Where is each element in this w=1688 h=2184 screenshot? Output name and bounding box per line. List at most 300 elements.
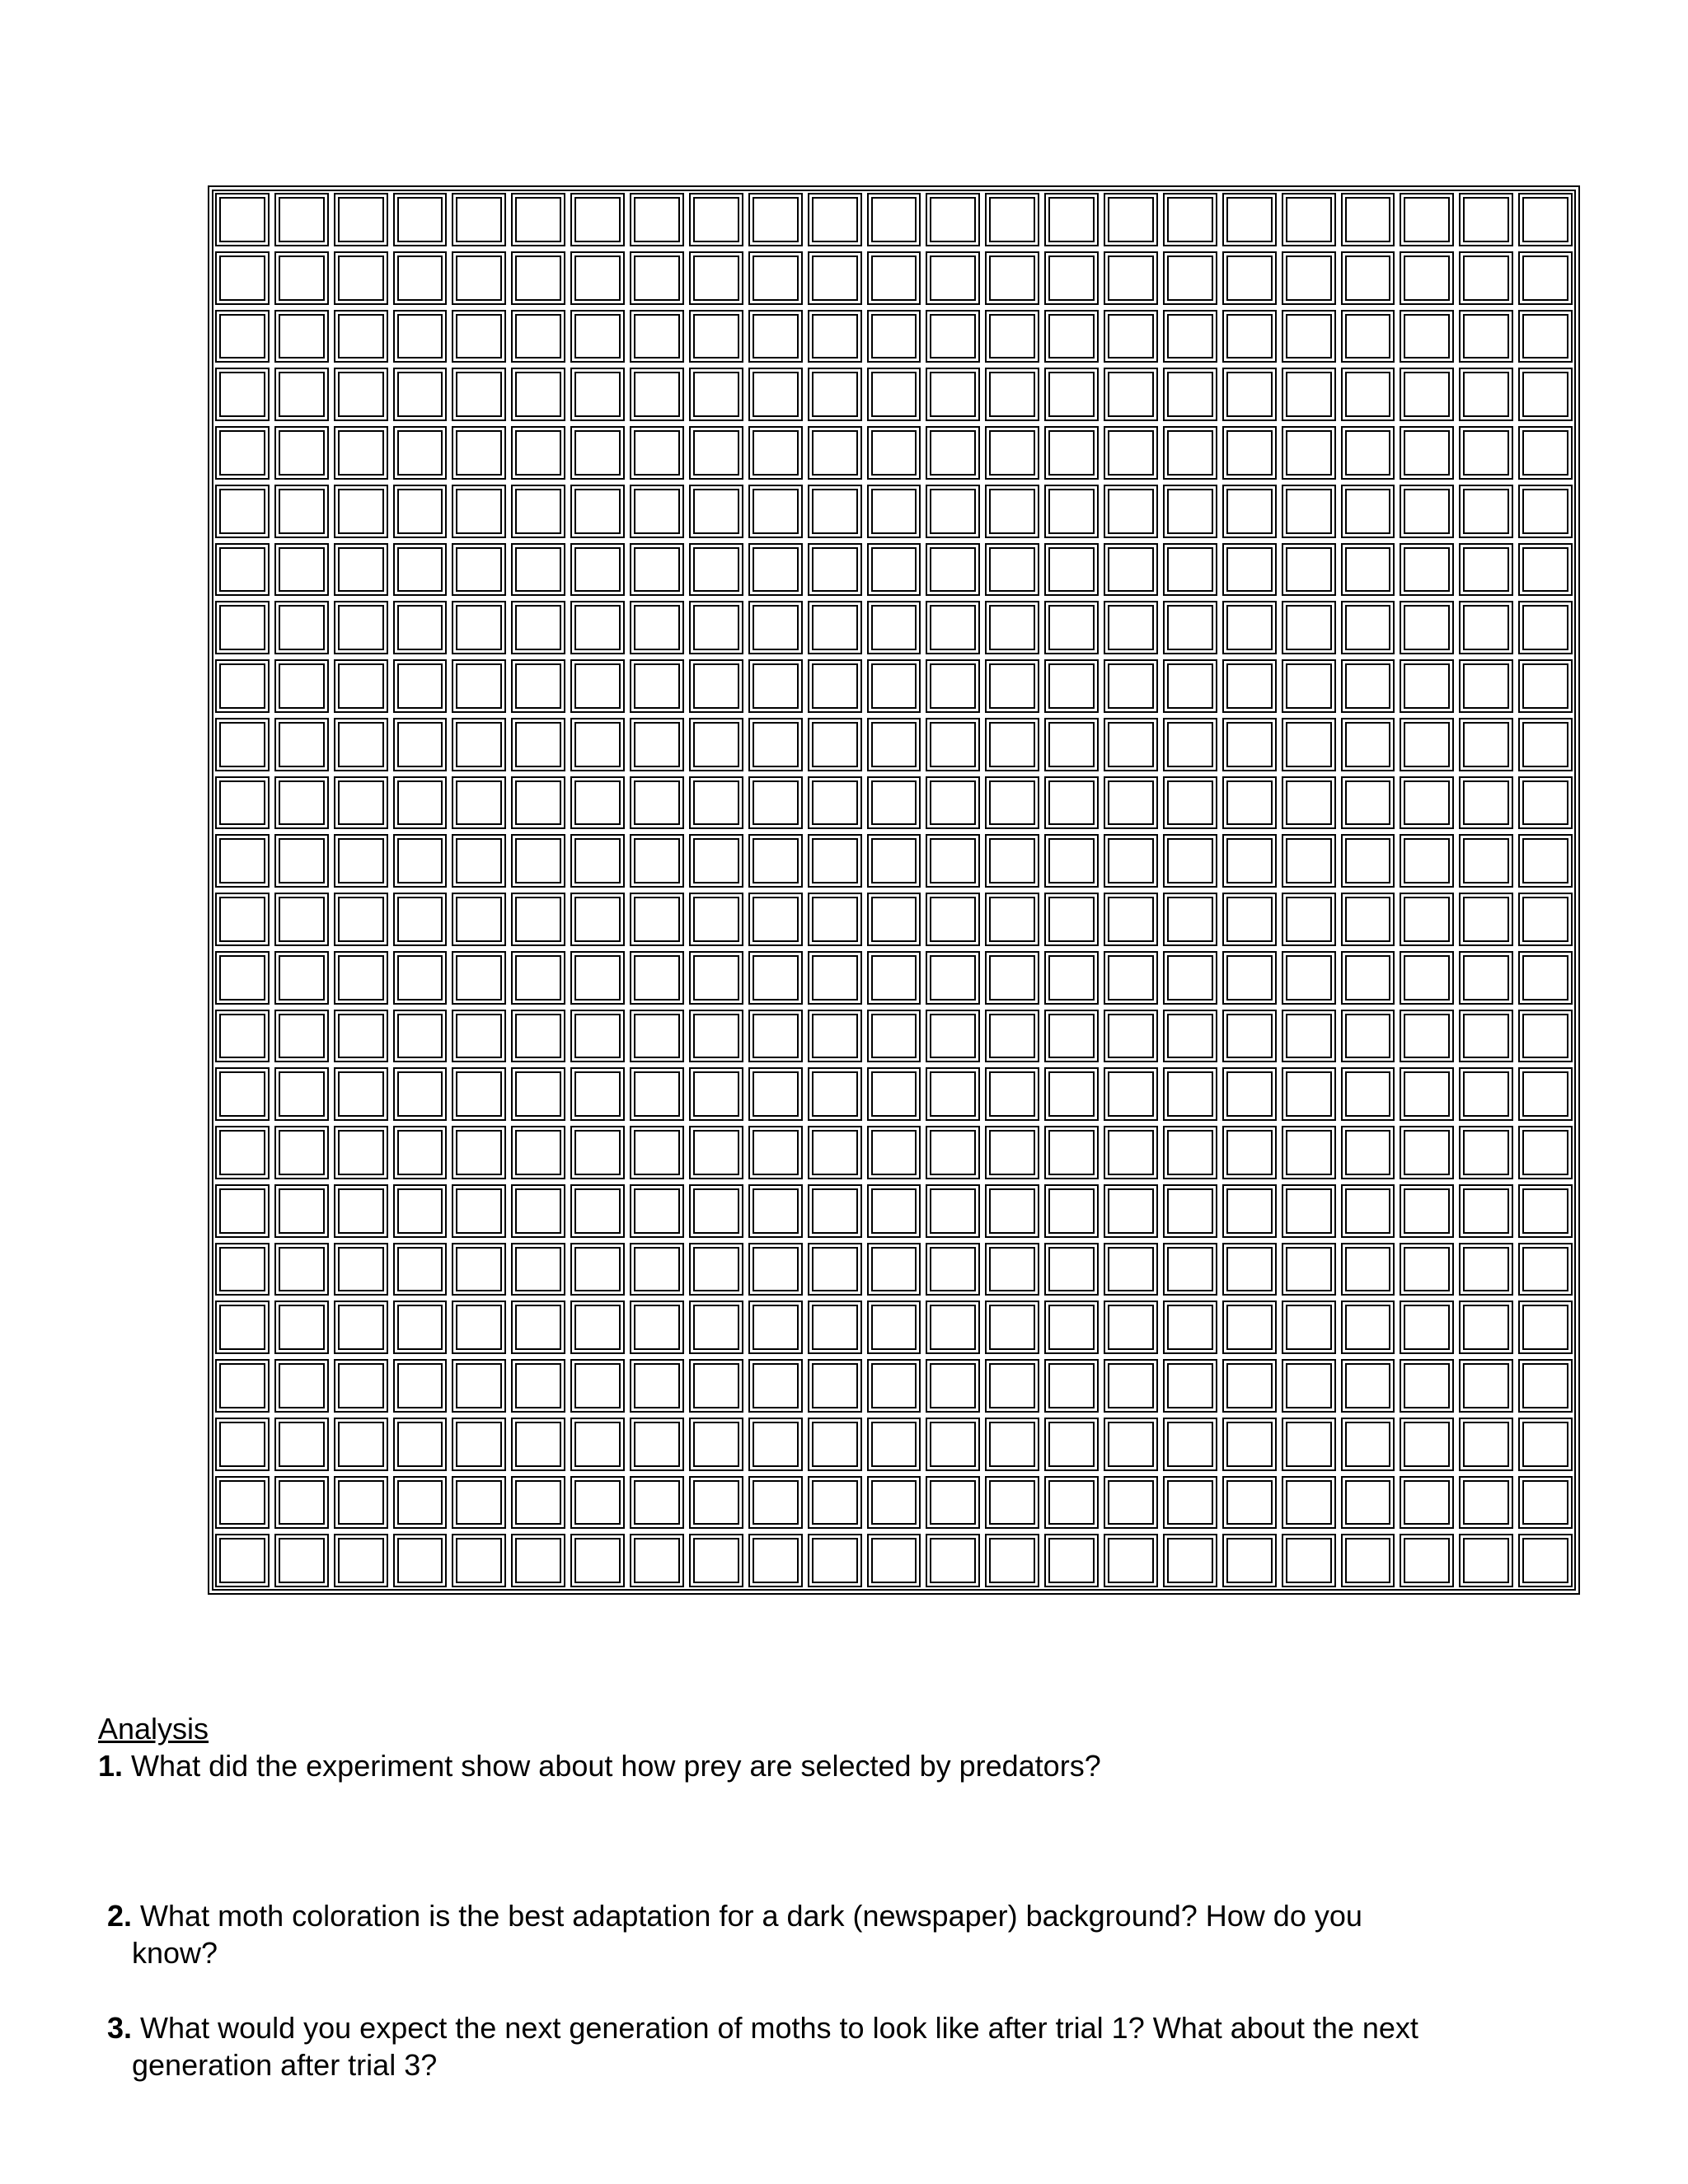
grid-cell <box>1044 1067 1099 1121</box>
grid-cell <box>630 659 684 713</box>
grid-cell <box>630 193 684 246</box>
grid-cell <box>1222 368 1277 421</box>
grid-cell <box>215 776 270 830</box>
grid-cell <box>452 601 506 654</box>
grid-cell <box>452 776 506 830</box>
grid-cell <box>1518 718 1573 771</box>
grid-cell <box>215 1243 270 1296</box>
grid-cell <box>511 485 565 538</box>
grid-cell <box>452 718 506 771</box>
grid-cell <box>1282 1476 1336 1530</box>
grid-cell <box>1459 1301 1513 1354</box>
grid-cell <box>748 1067 803 1121</box>
grid-cell <box>808 659 862 713</box>
grid-cell <box>1044 834 1099 888</box>
grid-cell <box>1341 1534 1395 1587</box>
grid-cell <box>1222 426 1277 480</box>
grid-cell <box>1222 776 1277 830</box>
grid-cell <box>1282 776 1336 830</box>
grid-cell <box>1163 485 1217 538</box>
grid-cell <box>1518 1243 1573 1296</box>
grid-cell <box>1222 1359 1277 1413</box>
grid-cell <box>1222 893 1277 946</box>
grid-cell <box>630 893 684 946</box>
grid-cell <box>1222 659 1277 713</box>
grid-cell <box>1163 426 1217 480</box>
grid-cell <box>334 1418 388 1471</box>
grid-cell <box>1222 193 1277 246</box>
grid-cell <box>334 951 388 1005</box>
grid-cell <box>1341 1184 1395 1238</box>
grid-cell <box>867 951 921 1005</box>
grid-cell <box>808 1243 862 1296</box>
grid-cell <box>926 251 980 305</box>
question-1-text: What did the experiment show about how prey are selected by predators? <box>131 1749 1101 1783</box>
grid-cell <box>1163 1067 1217 1121</box>
grid-cell <box>570 834 625 888</box>
grid-cell <box>1104 776 1158 830</box>
grid-cell <box>926 310 980 363</box>
grid-cell <box>1459 718 1513 771</box>
grid-cell <box>1044 1243 1099 1296</box>
grid-cell <box>926 951 980 1005</box>
grid-cell <box>1104 485 1158 538</box>
grid-cell <box>1163 1418 1217 1471</box>
grid-cell <box>1044 776 1099 830</box>
grid-cell <box>1104 1184 1158 1238</box>
grid-cell <box>393 368 448 421</box>
grid-cell <box>1282 659 1336 713</box>
grid-cell <box>1400 893 1454 946</box>
grid-cell <box>748 1301 803 1354</box>
grid-cell <box>748 951 803 1005</box>
grid-cell <box>808 1067 862 1121</box>
grid-cell <box>570 1301 625 1354</box>
grid-cell <box>926 1126 980 1179</box>
grid-cell <box>511 1126 565 1179</box>
grid-cell <box>393 893 448 946</box>
grid-cell <box>630 1184 684 1238</box>
grid-cell <box>1222 1476 1277 1530</box>
grid-cell <box>274 1184 329 1238</box>
grid-cell <box>926 718 980 771</box>
grid-cell <box>334 1359 388 1413</box>
grid-cell <box>274 1126 329 1179</box>
grid-cell <box>985 426 1039 480</box>
grid-cell <box>689 1476 743 1530</box>
grid-cell <box>215 1476 270 1530</box>
grid-cell <box>985 601 1039 654</box>
grid-cell <box>689 659 743 713</box>
grid-cell <box>808 1534 862 1587</box>
grid-cell <box>511 193 565 246</box>
grid-cell <box>1400 1067 1454 1121</box>
grid-cell <box>274 1243 329 1296</box>
grid-cell <box>1044 659 1099 713</box>
grid-cell <box>1163 776 1217 830</box>
grid-cell <box>452 251 506 305</box>
grid-cell <box>985 1534 1039 1587</box>
grid-cell <box>1341 368 1395 421</box>
grid-cell <box>1044 251 1099 305</box>
grid-cell <box>808 951 862 1005</box>
grid-cell <box>748 368 803 421</box>
grid-cell <box>1459 1418 1513 1471</box>
grid-cell <box>1282 951 1336 1005</box>
grid-cell <box>215 1126 270 1179</box>
grid-cell <box>1104 251 1158 305</box>
grid-cell <box>748 1418 803 1471</box>
grid-cell <box>748 426 803 480</box>
grid-cell <box>393 1184 448 1238</box>
grid-cell <box>274 310 329 363</box>
grid-cell <box>630 718 684 771</box>
grid-cell <box>867 368 921 421</box>
grid-cell <box>1163 1534 1217 1587</box>
grid-cell <box>452 543 506 597</box>
grid-cell <box>630 310 684 363</box>
grid-cell <box>867 426 921 480</box>
grid-cell <box>985 1010 1039 1063</box>
grid-cell <box>215 834 270 888</box>
grid-cell <box>689 718 743 771</box>
grid-cell <box>1400 951 1454 1005</box>
question-2-text: What moth coloration is the best adaptation for a dark (newspaper) background? How do you <box>140 1899 1362 1933</box>
tally-grid-frame <box>208 185 1580 1595</box>
grid-cell <box>215 1418 270 1471</box>
grid-cell <box>334 834 388 888</box>
grid-cell <box>334 1243 388 1296</box>
question-1 <box>98 1747 1101 1784</box>
grid-cell <box>1459 1126 1513 1179</box>
grid-cell <box>926 368 980 421</box>
grid-cell <box>1518 251 1573 305</box>
grid-cell <box>1044 485 1099 538</box>
grid-cell <box>1044 1010 1099 1063</box>
grid-cell <box>452 193 506 246</box>
grid-cell <box>1104 951 1158 1005</box>
grid-cell <box>570 718 625 771</box>
grid-cell <box>452 1418 506 1471</box>
grid-cell <box>393 1010 448 1063</box>
grid-cell <box>511 1534 565 1587</box>
grid-cell <box>630 485 684 538</box>
grid-cell <box>1163 1301 1217 1354</box>
grid-cell <box>511 1359 565 1413</box>
grid-cell <box>808 543 862 597</box>
grid-cell <box>1163 1243 1217 1296</box>
grid-cell <box>393 251 448 305</box>
grid-cell <box>1459 601 1513 654</box>
grid-cell <box>1400 1359 1454 1413</box>
grid-cell <box>1341 1476 1395 1530</box>
grid-cell <box>689 310 743 363</box>
grid-cell <box>1518 834 1573 888</box>
grid-cell <box>630 1010 684 1063</box>
grid-cell <box>926 659 980 713</box>
grid-cell <box>1163 1126 1217 1179</box>
grid-cell <box>334 1476 388 1530</box>
grid-cell <box>1163 601 1217 654</box>
grid-cell <box>215 1534 270 1587</box>
grid-cell <box>689 251 743 305</box>
grid-cell <box>1459 426 1513 480</box>
grid-cell <box>808 1184 862 1238</box>
grid-cell <box>570 1359 625 1413</box>
grid-cell <box>274 601 329 654</box>
grid-cell <box>334 718 388 771</box>
grid-cell <box>570 1476 625 1530</box>
grid-cell <box>1104 718 1158 771</box>
grid-cell <box>511 834 565 888</box>
grid-cell <box>334 1067 388 1121</box>
grid-cell <box>215 951 270 1005</box>
grid-cell <box>511 1243 565 1296</box>
grid-cell <box>1400 1184 1454 1238</box>
grid-cell <box>867 1359 921 1413</box>
grid-cell <box>511 1418 565 1471</box>
grid-cell <box>274 251 329 305</box>
grid-cell <box>1282 1359 1336 1413</box>
grid-cell <box>689 601 743 654</box>
grid-cell <box>570 1534 625 1587</box>
grid-cell <box>748 193 803 246</box>
grid-cell <box>393 1067 448 1121</box>
grid-cell <box>1341 718 1395 771</box>
grid-cell <box>630 1301 684 1354</box>
grid-cell <box>1282 1243 1336 1296</box>
grid-cell <box>1459 951 1513 1005</box>
grid-cell <box>867 1010 921 1063</box>
grid-cell <box>1400 1301 1454 1354</box>
grid-cell <box>1400 1476 1454 1530</box>
grid-cell <box>334 310 388 363</box>
grid-cell <box>334 193 388 246</box>
grid-cell <box>1459 834 1513 888</box>
grid-cell <box>1104 1010 1158 1063</box>
grid-cell <box>570 368 625 421</box>
grid-cell <box>334 659 388 713</box>
grid-cell <box>1341 601 1395 654</box>
grid-cell <box>630 1418 684 1471</box>
grid-cell <box>985 1359 1039 1413</box>
grid-cell <box>630 1126 684 1179</box>
grid-cell <box>215 543 270 597</box>
grid-cell <box>808 251 862 305</box>
grid-cell <box>1163 251 1217 305</box>
grid-cell <box>1282 310 1336 363</box>
grid-cell <box>1163 193 1217 246</box>
grid-cell <box>511 1476 565 1530</box>
grid-cell <box>985 1301 1039 1354</box>
grid-cell <box>570 1126 625 1179</box>
grid-cell <box>215 251 270 305</box>
grid-cell <box>808 601 862 654</box>
grid-cell <box>1400 1126 1454 1179</box>
grid-cell <box>1222 1126 1277 1179</box>
grid-cell <box>689 193 743 246</box>
grid-cell <box>1282 1184 1336 1238</box>
question-2-number: 2. <box>107 1899 133 1933</box>
grid-cell <box>452 1301 506 1354</box>
question-2 <box>107 1897 1574 1971</box>
grid-cell <box>985 1184 1039 1238</box>
grid-cell <box>1104 193 1158 246</box>
grid-cell <box>452 951 506 1005</box>
grid-cell <box>985 485 1039 538</box>
grid-cell <box>1459 1534 1513 1587</box>
grid-cell <box>1518 368 1573 421</box>
grid-cell <box>926 1243 980 1296</box>
grid-cell <box>748 310 803 363</box>
grid-cell <box>215 1067 270 1121</box>
grid-cell <box>689 1359 743 1413</box>
grid-cell <box>1518 1126 1573 1179</box>
grid-cell <box>689 834 743 888</box>
grid-cell <box>1459 1476 1513 1530</box>
grid-cell <box>452 893 506 946</box>
grid-cell <box>393 601 448 654</box>
grid-cell <box>1044 368 1099 421</box>
grid-cell <box>1044 893 1099 946</box>
grid-cell <box>1459 776 1513 830</box>
grid-cell <box>1400 1534 1454 1587</box>
grid-cell <box>1341 776 1395 830</box>
grid-cell <box>452 310 506 363</box>
grid-cell <box>689 1534 743 1587</box>
grid-cell <box>748 776 803 830</box>
grid-cell <box>926 893 980 946</box>
grid-cell <box>926 1010 980 1063</box>
grid-cell <box>1222 1301 1277 1354</box>
grid-cell <box>926 193 980 246</box>
grid-cell <box>867 834 921 888</box>
grid-cell <box>808 893 862 946</box>
grid-cell <box>334 1301 388 1354</box>
grid-cell <box>1459 1184 1513 1238</box>
grid-cell <box>274 1301 329 1354</box>
grid-cell <box>1459 659 1513 713</box>
grid-cell <box>926 1359 980 1413</box>
grid-cell <box>1400 426 1454 480</box>
grid-cell <box>393 193 448 246</box>
grid-cell <box>748 893 803 946</box>
grid-cell <box>926 1067 980 1121</box>
grid-cell <box>1459 1010 1513 1063</box>
grid-cell <box>689 1126 743 1179</box>
grid-cell <box>393 1534 448 1587</box>
grid-cell <box>630 251 684 305</box>
grid-cell <box>689 368 743 421</box>
grid-cell <box>1400 834 1454 888</box>
grid-cell <box>985 659 1039 713</box>
grid-cell <box>1459 251 1513 305</box>
grid-cell <box>985 368 1039 421</box>
grid-cell <box>630 368 684 421</box>
grid-cell <box>1459 485 1513 538</box>
grid-cell <box>748 1243 803 1296</box>
grid-cell <box>689 951 743 1005</box>
grid-cell <box>985 776 1039 830</box>
grid-cell <box>985 1476 1039 1530</box>
grid-cell <box>985 834 1039 888</box>
grid-cell <box>748 251 803 305</box>
grid-cell <box>867 1418 921 1471</box>
grid-cell <box>274 1067 329 1121</box>
grid-cell <box>1282 1067 1336 1121</box>
grid-cell <box>630 426 684 480</box>
grid-cell <box>1104 893 1158 946</box>
grid-cell <box>1341 1067 1395 1121</box>
grid-cell <box>274 426 329 480</box>
question-3-number: 3. <box>107 2011 133 2045</box>
grid-cell <box>1400 659 1454 713</box>
grid-cell <box>748 1184 803 1238</box>
grid-cell <box>334 368 388 421</box>
grid-cell <box>926 1184 980 1238</box>
grid-cell <box>867 485 921 538</box>
grid-cell <box>630 1067 684 1121</box>
grid-cell <box>1282 193 1336 246</box>
grid-cell <box>1459 543 1513 597</box>
grid-cell <box>393 310 448 363</box>
grid-cell <box>1222 1243 1277 1296</box>
question-3-text-cont: generation after trial 3? <box>132 2048 438 2082</box>
grid-cell <box>1222 251 1277 305</box>
grid-cell <box>570 193 625 246</box>
grid-cell <box>1282 251 1336 305</box>
grid-cell <box>630 543 684 597</box>
grid-cell <box>570 485 625 538</box>
grid-cell <box>1044 1126 1099 1179</box>
grid-cell <box>748 659 803 713</box>
grid-cell <box>1400 310 1454 363</box>
grid-cell <box>215 1301 270 1354</box>
grid-cell <box>1044 1418 1099 1471</box>
grid-cell <box>1104 1476 1158 1530</box>
grid-cell <box>1341 834 1395 888</box>
grid-cell <box>393 1418 448 1471</box>
grid-cell <box>452 1184 506 1238</box>
grid-cell <box>1400 485 1454 538</box>
grid-cell <box>570 951 625 1005</box>
grid-cell <box>630 834 684 888</box>
grid-cell <box>1518 1359 1573 1413</box>
grid-cell <box>1163 310 1217 363</box>
grid-cell <box>1222 310 1277 363</box>
grid-cell <box>985 718 1039 771</box>
grid-cell <box>1341 1243 1395 1296</box>
grid-cell <box>393 1301 448 1354</box>
grid-cell <box>630 1476 684 1530</box>
grid-cell <box>867 543 921 597</box>
grid-cell <box>452 1126 506 1179</box>
grid-cell <box>274 1010 329 1063</box>
grid-cell <box>1341 485 1395 538</box>
grid-cell <box>1282 1534 1336 1587</box>
grid-cell <box>511 251 565 305</box>
grid-cell <box>985 1418 1039 1471</box>
grid-cell <box>1341 193 1395 246</box>
grid-cell <box>1163 659 1217 713</box>
grid-cell <box>808 1010 862 1063</box>
grid-cell <box>867 601 921 654</box>
grid-cell <box>1222 1010 1277 1063</box>
grid-cell <box>511 543 565 597</box>
grid-cell <box>334 776 388 830</box>
grid-cell <box>570 776 625 830</box>
grid-cell <box>570 1067 625 1121</box>
